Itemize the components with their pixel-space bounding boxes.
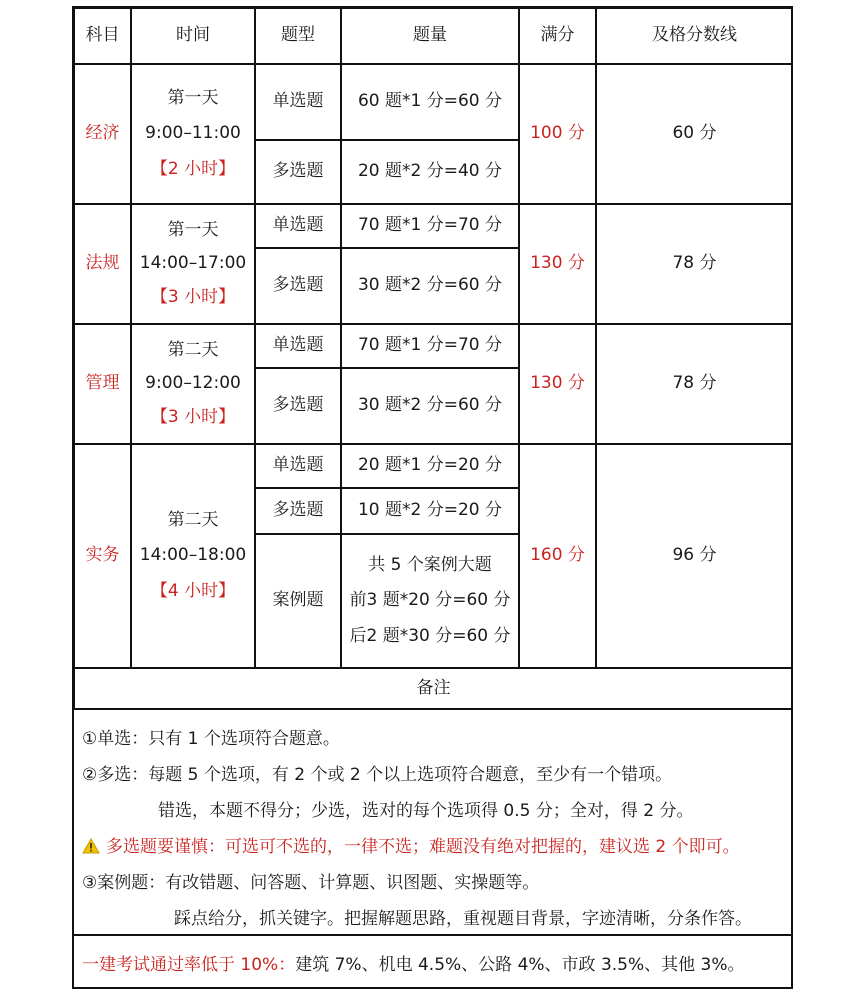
exam-time: 9:00–12:00 [145,373,241,394]
case-line: 后2 题*30 分=60 分 [349,625,511,646]
exam-day: 第一天 [167,88,219,109]
header-time: 时间 [131,8,255,64]
note-warning [82,832,740,857]
type-single: 单选题 [255,64,341,140]
subject-economy: 经济 [74,64,131,204]
case-line: 前3 题*20 分=60 分 [349,590,511,611]
exam-time: 14:00–18:00 [139,545,247,566]
header-pass-line: 及格分数线 [596,8,793,64]
qty-case [341,534,519,668]
pass-line-practice: 96 分 [596,444,793,668]
subject-practice: 实务 [74,444,131,668]
note-multi: ②多选：每题 5 个选项，有 2 个或 2 个以上选项符合题意，至少有一个错项。 [82,765,673,785]
qty-multi: 20 题*2 分=40 分 [341,140,519,204]
time-management [131,324,255,444]
pass-rate-label: 一建考试通过率低于 10%： [82,955,296,975]
qty-multi: 10 题*2 分=20 分 [341,488,519,534]
exam-day: 第一天 [167,220,219,241]
type-single: 单选题 [255,324,341,368]
subject-management: 管理 [74,324,131,444]
note-case: ③案例题：有改错题、问答题、计算题、识图题、实操题等。 [82,873,540,893]
exam-day: 第二天 [167,510,219,531]
qty-single: 70 题*1 分=70 分 [341,204,519,248]
qty-single: 60 题*1 分=60 分 [341,64,519,140]
exam-time: 9:00–11:00 [145,123,241,144]
type-multi: 多选题 [255,368,341,444]
exam-duration: 【2 小时】 [150,158,236,179]
note-pass-rate [82,950,745,975]
pass-rate-values: 建筑 7%、机电 4.5%、公路 4%、市政 3.5%、其他 3%。 [295,955,745,975]
exam-duration: 【3 小时】 [150,406,236,427]
note-multi-rule: 错选，本题不得分；少选，选对的每个选项得 0.5 分；全对，得 2 分。 [158,801,694,821]
header-subject: 科目 [74,8,131,64]
full-score-law: 130 分 [519,204,596,324]
time-economy [131,64,255,204]
qty-multi: 30 题*2 分=60 分 [341,248,519,324]
pass-line-law: 78 分 [596,204,793,324]
full-score-management: 130 分 [519,324,596,444]
time-law [131,204,255,324]
qty-single: 70 题*1 分=70 分 [341,324,519,368]
exam-duration: 【3 小时】 [150,286,236,307]
type-single: 单选题 [255,204,341,248]
note-case-rule: 踩点给分，抓关键字。把握解题思路，重视题目背景，字迹清晰，分条作答。 [174,909,752,929]
warning-text: 多选题要谨慎：可选可不选的，一律不选；难题没有绝对把握的，建议选 2 个即可。 [106,837,740,857]
type-case: 案例题 [255,534,341,668]
header-quantity: 题量 [341,8,519,64]
exam-duration: 【4 小时】 [150,580,236,601]
full-score-economy: 100 分 [519,64,596,204]
qty-single: 20 题*1 分=20 分 [341,444,519,488]
case-line: 共 5 个案例大题 [368,555,492,576]
type-multi: 多选题 [255,248,341,324]
exam-time: 14:00–17:00 [139,253,247,274]
exam-day: 第二天 [167,340,219,361]
notes-title: 备注 [74,668,793,710]
note-single: ①单选：只有 1 个选项符合题意。 [82,729,340,749]
pass-line-management: 78 分 [596,324,793,444]
qty-multi: 30 题*2 分=60 分 [341,368,519,444]
exam-table [72,6,793,989]
type-multi: 多选题 [255,140,341,204]
header-full-score: 满分 [519,8,596,64]
subject-law: 法规 [74,204,131,324]
time-practice [131,444,255,668]
warning-icon [82,838,100,854]
pass-line-economy: 60 分 [596,64,793,204]
divider [74,934,793,936]
header-type: 题型 [255,8,341,64]
type-single: 单选题 [255,444,341,488]
type-multi: 多选题 [255,488,341,534]
full-score-practice: 160 分 [519,444,596,668]
